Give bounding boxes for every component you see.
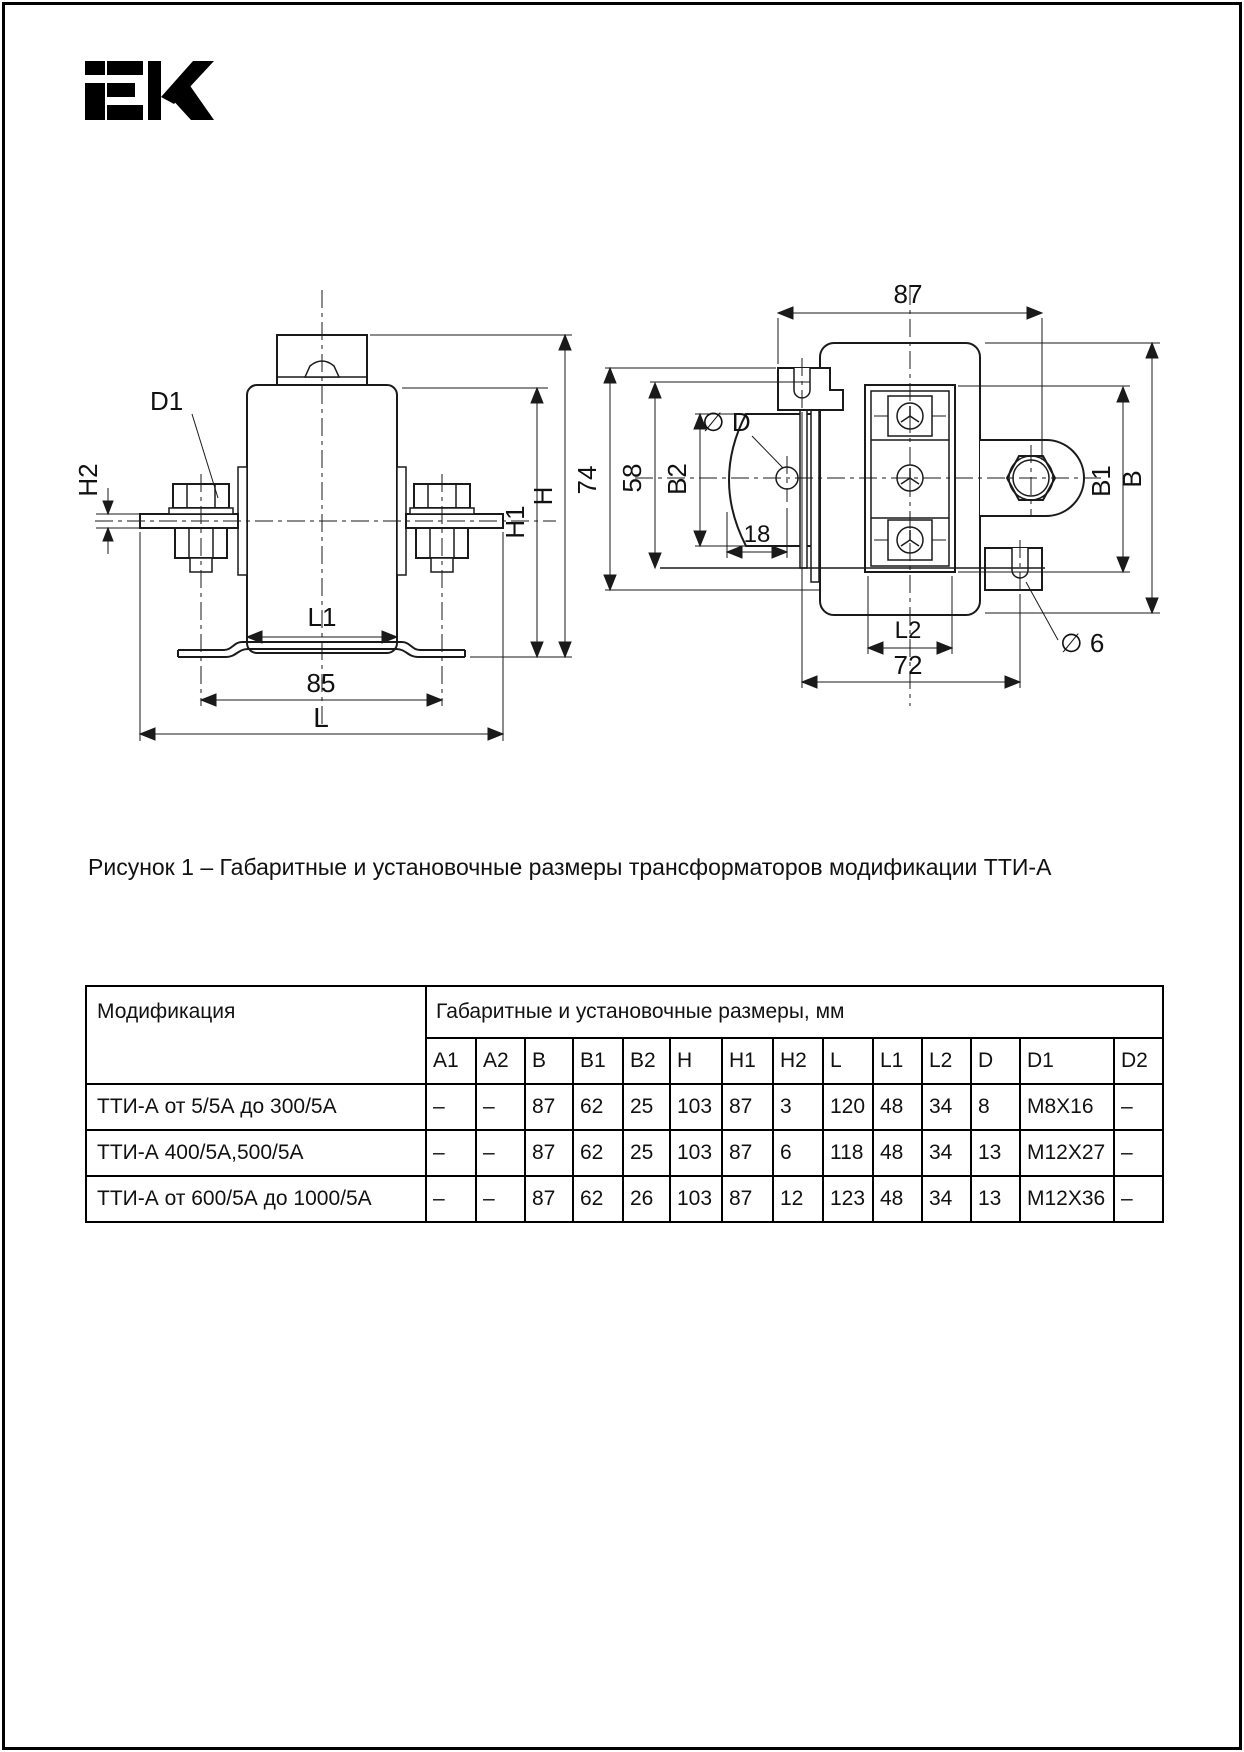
column-header-h: H <box>670 1038 722 1084</box>
column-header-b: B <box>525 1038 573 1084</box>
figure-caption: Рисунок 1 – Габаритные и установочные размеры трансформаторов модификации ТТИ-А <box>88 854 1052 880</box>
row-name: ТТИ-А от 600/5А до 1000/5А <box>86 1176 426 1222</box>
column-header-l: L <box>823 1038 873 1084</box>
row-name: ТТИ-А от 5/5А до 300/5А <box>86 1084 426 1130</box>
table-cell: 87 <box>525 1084 573 1130</box>
table-cell: – <box>1114 1084 1163 1130</box>
column-header-l1: L1 <box>873 1038 922 1084</box>
column-header-a2: A2 <box>476 1038 525 1084</box>
table-cell: 103 <box>670 1130 722 1176</box>
table-cell: 62 <box>573 1130 623 1176</box>
table-cell: 26 <box>623 1176 670 1222</box>
technical-drawing <box>0 0 1244 780</box>
dim-label-18: 18 <box>743 521 771 548</box>
front-view <box>73 290 572 741</box>
table-cell: 87 <box>722 1130 773 1176</box>
dim-label-72: 72 <box>893 650 923 680</box>
row-name: ТТИ-А 400/5А,500/5А <box>86 1130 426 1176</box>
table-cell: – <box>426 1176 476 1222</box>
table-cell: 103 <box>670 1084 722 1130</box>
table-cell: 87 <box>525 1176 573 1222</box>
table-cell: 13 <box>971 1176 1020 1222</box>
dim-label-dia-d: ∅ D <box>702 407 751 437</box>
dim-label-h: H <box>528 486 558 506</box>
table-cell: – <box>426 1130 476 1176</box>
modification-column-header: Модификация <box>86 986 426 1084</box>
table-cell: 8 <box>971 1084 1020 1130</box>
table-cell: 25 <box>623 1130 670 1176</box>
table-cell: 48 <box>873 1084 922 1130</box>
table-cell: M12X27 <box>1020 1130 1114 1176</box>
dim-label-l1: L1 <box>307 602 337 632</box>
table-cell: 118 <box>823 1130 873 1176</box>
dim-label-dia-6: ∅ 6 <box>1060 628 1105 658</box>
dim-label-58: 58 <box>617 463 647 493</box>
table-cell: 87 <box>722 1084 773 1130</box>
table-cell: 34 <box>922 1084 971 1130</box>
column-header-d: D <box>971 1038 1020 1084</box>
dim-label-l: L <box>313 702 329 733</box>
table-row <box>86 1084 1163 1130</box>
column-header-a1: A1 <box>426 1038 476 1084</box>
table-cell: – <box>476 1176 525 1222</box>
column-header-b2: B2 <box>623 1038 670 1084</box>
table-cell: 12 <box>773 1176 823 1222</box>
dim-label-h2: H2 <box>73 463 103 497</box>
dim-label-d1: D1 <box>150 386 184 416</box>
table-cell: 3 <box>773 1084 823 1130</box>
table-cell: 62 <box>573 1176 623 1222</box>
dim-label-h1: H1 <box>500 505 530 539</box>
table-cell: – <box>476 1084 525 1130</box>
dimensions-table <box>85 985 1164 1223</box>
table-cell: M8X16 <box>1020 1084 1114 1130</box>
table-cell: 48 <box>873 1130 922 1176</box>
table-cell: 62 <box>573 1084 623 1130</box>
column-header-d1: D1 <box>1020 1038 1114 1084</box>
table-cell: – <box>426 1084 476 1130</box>
group-column-header: Габаритные и установочные размеры, мм <box>426 986 1163 1038</box>
dim-label-b1: B1 <box>1086 465 1116 497</box>
column-header-h2: H2 <box>773 1038 823 1084</box>
table-cell: 34 <box>922 1130 971 1176</box>
table-cell: 103 <box>670 1176 722 1222</box>
table-cell: – <box>476 1130 525 1176</box>
table-cell: 87 <box>525 1130 573 1176</box>
table-cell: – <box>1114 1176 1163 1222</box>
table-cell: 123 <box>823 1176 873 1222</box>
side-view <box>572 279 1160 706</box>
table-cell: 6 <box>773 1130 823 1176</box>
table-cell: 87 <box>722 1176 773 1222</box>
table-cell: 34 <box>922 1176 971 1222</box>
table-row <box>86 1130 1163 1176</box>
dim-label-b: B <box>1117 470 1147 488</box>
dim-label-85: 85 <box>306 668 336 698</box>
table-cell: 25 <box>623 1084 670 1130</box>
table-row <box>86 1176 1163 1222</box>
dim-label-87: 87 <box>893 279 923 309</box>
column-header-b1: B1 <box>573 1038 623 1084</box>
dim-label-74: 74 <box>572 465 602 495</box>
table-cell: 48 <box>873 1176 922 1222</box>
dim-label-b2: B2 <box>662 463 692 495</box>
column-header-d2: D2 <box>1114 1038 1163 1084</box>
dim-label-l2: L2 <box>894 617 922 644</box>
table-cell: 13 <box>971 1130 1020 1176</box>
table-cell: – <box>1114 1130 1163 1176</box>
table-cell: M12X36 <box>1020 1176 1114 1222</box>
column-header-h1: H1 <box>722 1038 773 1084</box>
table-cell: 120 <box>823 1084 873 1130</box>
column-header-l2: L2 <box>922 1038 971 1084</box>
iek-logo-icon <box>85 61 214 120</box>
